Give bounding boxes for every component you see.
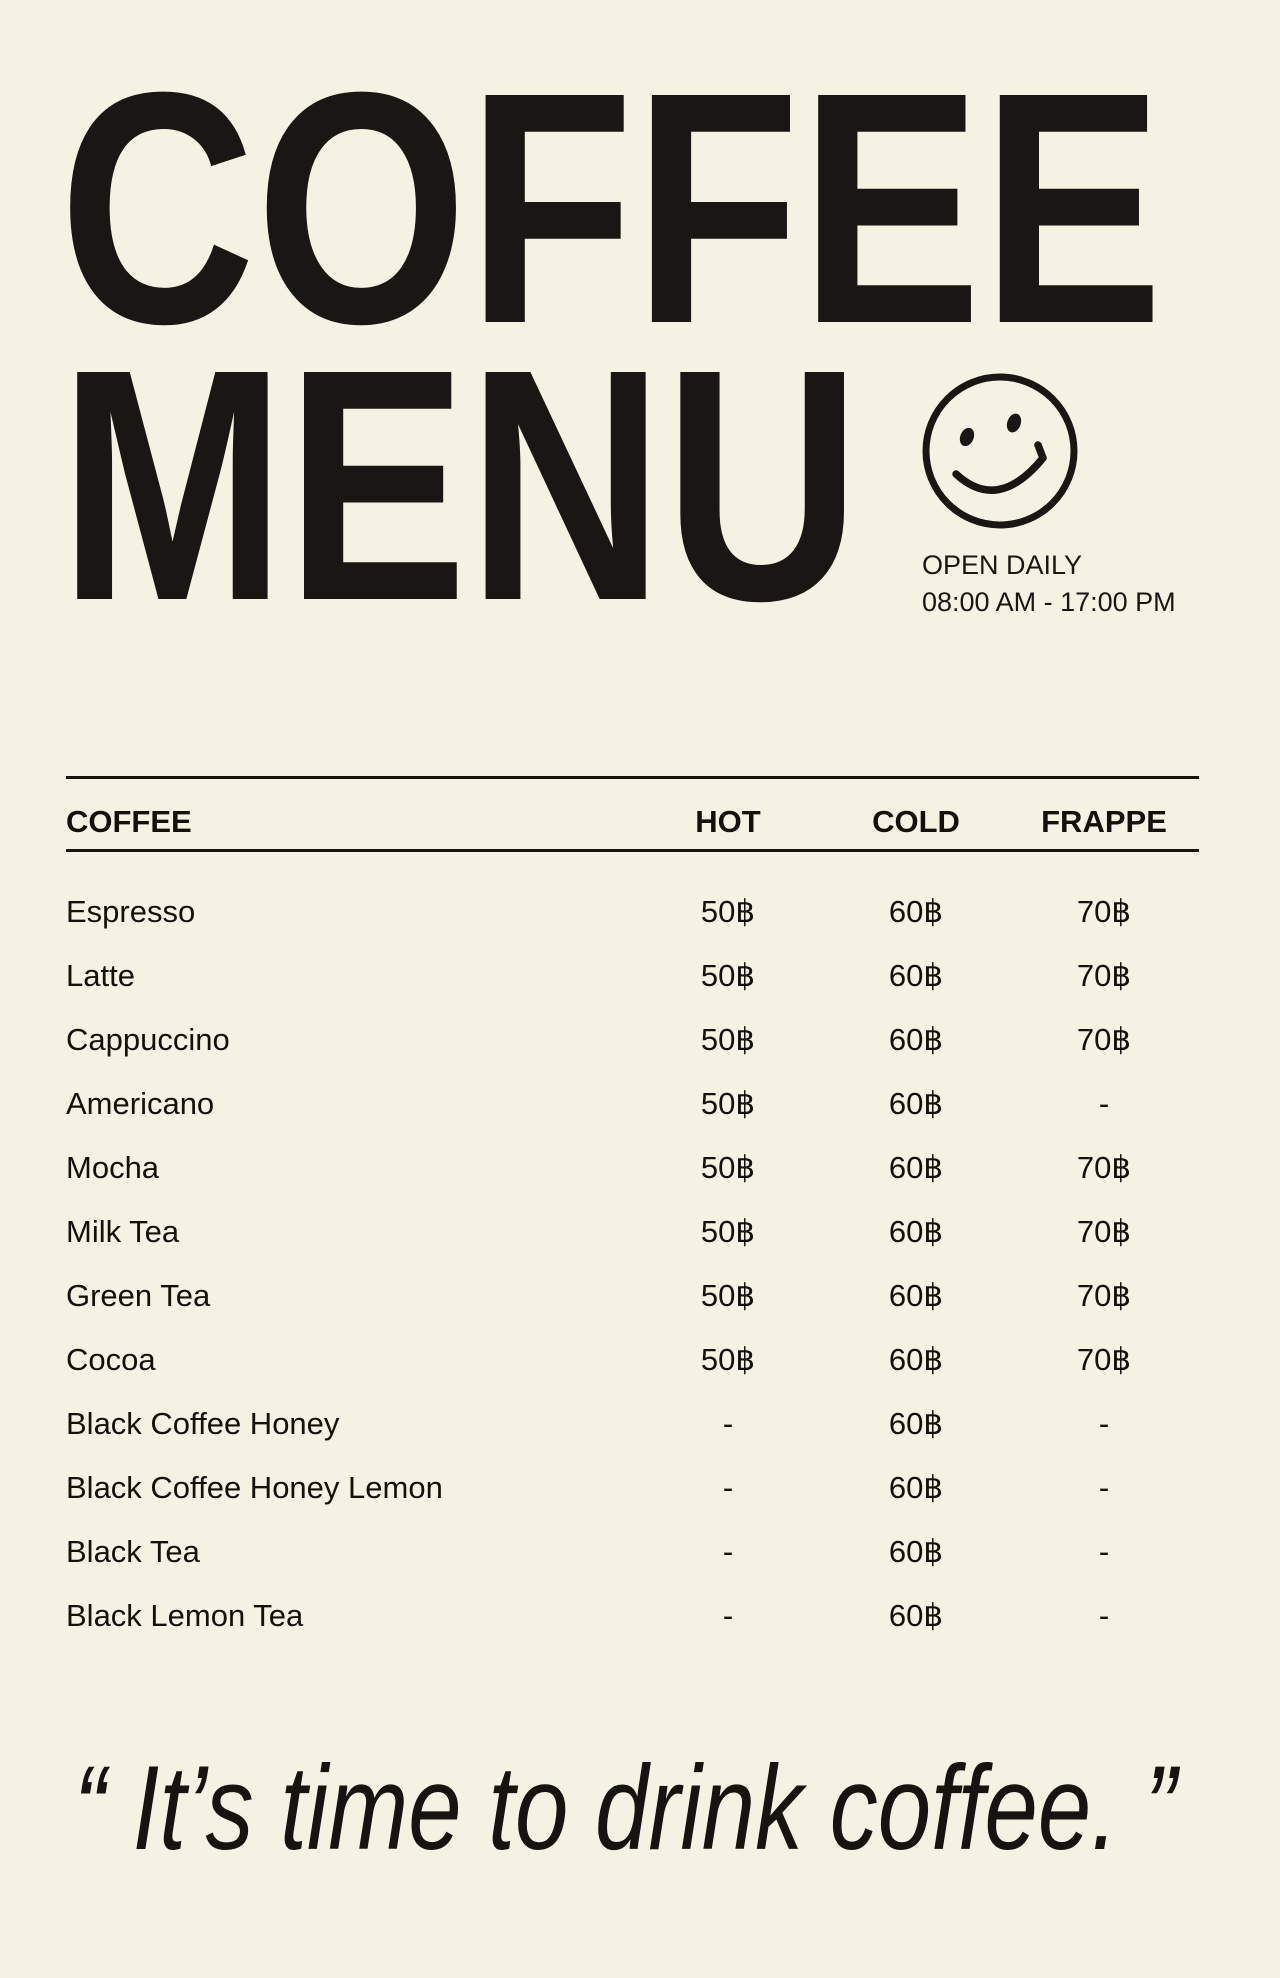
item-name: Cocoa [66, 1342, 156, 1377]
price-cold: 60฿ [888, 1470, 944, 1505]
menu-table-header [66, 779, 1199, 858]
price-frappe: - [1098, 1534, 1110, 1569]
price-frappe: 70฿ [1076, 1342, 1132, 1377]
price-hot: - [722, 1534, 734, 1569]
price-frappe: 70฿ [1076, 1214, 1132, 1249]
item-name: Green Tea [66, 1278, 211, 1313]
item-name: Milk Tea [66, 1214, 180, 1249]
item-name: Espresso [66, 894, 196, 929]
table-row [66, 1456, 1199, 1520]
price-cold: 60฿ [888, 1150, 944, 1185]
price-frappe: 70฿ [1076, 1150, 1132, 1185]
price-hot: - [722, 1406, 734, 1441]
smiley-face-icon [917, 371, 1081, 535]
price-cold: 60฿ [888, 1598, 944, 1633]
price-frappe: - [1098, 1406, 1110, 1441]
page-title [59, 23, 1280, 669]
item-name: Latte [66, 958, 135, 993]
item-name: Black Coffee Honey Lemon [66, 1470, 443, 1505]
item-name: Black Tea [66, 1534, 200, 1569]
price-cold: 60฿ [888, 1278, 944, 1313]
table-row [66, 1008, 1199, 1072]
price-hot: 50฿ [700, 1342, 756, 1377]
item-name: Americano [66, 1086, 215, 1121]
price-cold: 60฿ [888, 1086, 944, 1121]
price-cold: 60฿ [888, 958, 944, 993]
price-hot: - [722, 1598, 734, 1633]
price-cold: 60฿ [888, 1534, 944, 1569]
opening-hours: 08:00 AM - 17:00 PM [922, 587, 1176, 617]
table-row [66, 880, 1199, 944]
column-header-hot: HOT [695, 804, 761, 839]
price-hot: 50฿ [700, 1022, 756, 1057]
price-frappe: 70฿ [1076, 958, 1132, 993]
price-cold: 60฿ [888, 1022, 944, 1057]
title-line-coffee: COFFEE [59, 23, 1164, 392]
item-name: Cappuccino [66, 1022, 230, 1057]
opening-info [922, 547, 1176, 621]
price-frappe: 70฿ [1076, 1022, 1132, 1057]
table-row [66, 1328, 1199, 1392]
price-frappe: - [1098, 1598, 1110, 1633]
table-row [66, 1520, 1199, 1584]
price-hot: 50฿ [700, 1214, 756, 1249]
price-frappe: - [1098, 1086, 1110, 1121]
menu-table [66, 880, 1199, 1648]
column-header-cold: COLD [872, 804, 960, 839]
item-name: Black Coffee Honey [66, 1406, 340, 1441]
price-cold: 60฿ [888, 1342, 944, 1377]
table-row [66, 1584, 1199, 1648]
column-header-frappe: FRAPPE [1041, 804, 1167, 839]
open-daily-label: OPEN DAILY [922, 550, 1083, 580]
price-frappe: 70฿ [1076, 1278, 1132, 1313]
price-frappe: - [1098, 1470, 1110, 1505]
title-line-menu: MENU [59, 300, 861, 669]
column-header-coffee: COFFEE [66, 804, 192, 839]
price-hot: 50฿ [700, 1278, 756, 1313]
price-hot: 50฿ [700, 958, 756, 993]
item-name: Mocha [66, 1150, 160, 1185]
price-hot: 50฿ [700, 1086, 756, 1121]
table-header-rule [66, 849, 1199, 852]
table-row [66, 1200, 1199, 1264]
price-cold: 60฿ [888, 1214, 944, 1249]
price-hot: - [722, 1470, 734, 1505]
table-row [66, 1072, 1199, 1136]
price-cold: 60฿ [888, 894, 944, 929]
quote-text: “ It’s time to drink coffee. ” [74, 1741, 1177, 1875]
table-row [66, 944, 1199, 1008]
table-row [66, 1392, 1199, 1456]
price-hot: 50฿ [700, 894, 756, 929]
table-row [66, 1136, 1199, 1200]
item-name: Black Lemon Tea [66, 1598, 304, 1633]
price-cold: 60฿ [888, 1406, 944, 1441]
price-hot: 50฿ [700, 1150, 756, 1185]
table-row [66, 1264, 1199, 1328]
price-frappe: 70฿ [1076, 894, 1132, 929]
